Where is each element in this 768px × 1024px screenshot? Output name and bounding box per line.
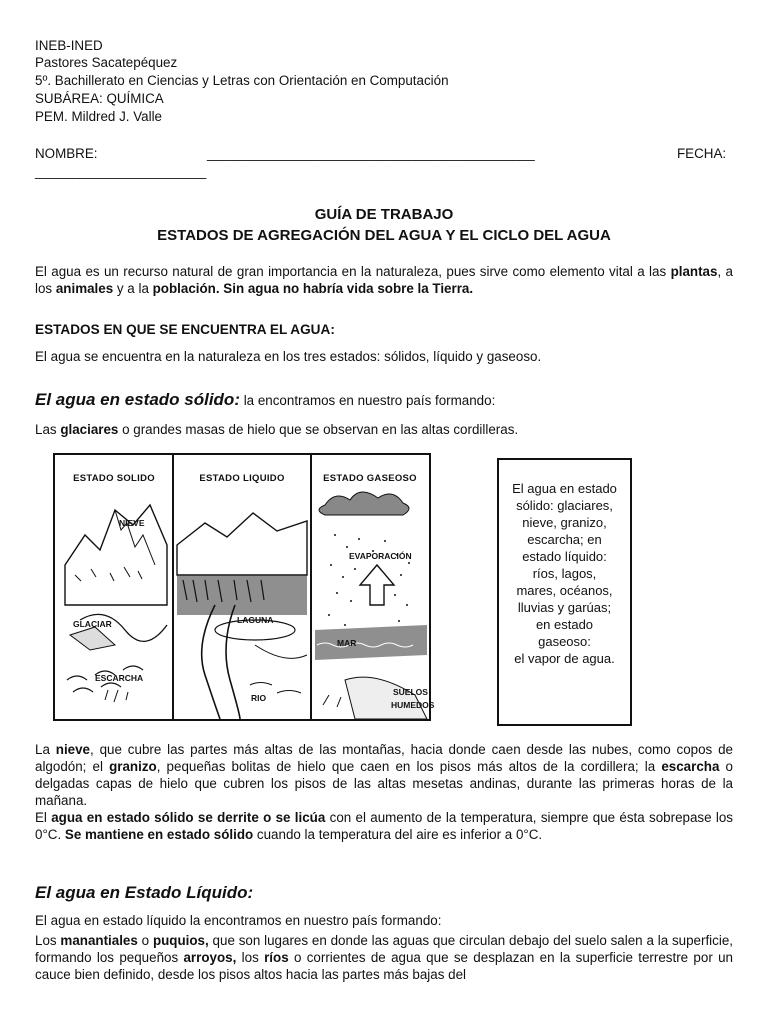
summary-line: nieve, granizo,	[522, 515, 607, 530]
label-suelos: SUELOS	[393, 687, 428, 697]
label-humedos: HUMEDOS	[391, 700, 435, 710]
panel-liquid-label: ESTADO LIQUIDO	[199, 473, 285, 484]
liquid-intro: El agua en estado líquido la encontramos en nuestro país formando:	[35, 913, 442, 928]
label-mar: MAR	[337, 638, 357, 648]
liquid-heading: El agua en Estado Líquido:	[35, 883, 254, 902]
panel-gas	[311, 455, 429, 719]
summary-line: lluvias y garúas;	[517, 600, 612, 615]
summary-line: mares, océanos,	[516, 583, 613, 598]
nombre-field-line: ____________________________________________	[207, 146, 535, 161]
water-states-figure	[53, 453, 435, 721]
label-glaciar: GLACIAR	[73, 619, 112, 629]
label-laguna: LAGUNA	[237, 615, 274, 625]
school-name: INEB-INED	[35, 38, 103, 53]
summary-line: ríos, lagos,	[532, 566, 597, 581]
label-rio: RIO	[251, 693, 267, 703]
nombre-label: NOMBRE:	[35, 146, 98, 161]
summary-box	[497, 458, 632, 726]
panel-liquid	[173, 455, 311, 719]
summary-line: El agua en estado	[512, 481, 617, 496]
guide-subtitle: ESTADOS DE AGREGACIÓN DEL AGUA Y EL CICLO DEL AGUA	[157, 227, 611, 244]
solid-heading: El agua en estado sólido: la encontramos en nuestro país formando:	[35, 390, 496, 409]
summary-line: en estado	[535, 617, 594, 632]
guide-title: GUÍA DE TRABAJO	[314, 206, 454, 223]
intro-paragraph: El agua es un recurso natural de gran importancia en la naturaleza, pues sirve como elemento vital a las plantas, a los animales y a la población. Sin agua no habría vida sobre la Tierra.	[35, 264, 734, 296]
panel-solid-label: ESTADO SOLIDO	[73, 473, 155, 484]
fecha-field-line: _______________________	[35, 164, 207, 179]
states-text: El agua se encuentra en la naturaleza en los tres estados: sólidos, líquido y gaseoso.	[35, 349, 542, 364]
summary-line: escarcha; en	[527, 532, 602, 547]
school-place: Pastores Sacatepéquez	[35, 55, 178, 70]
grade-line: 5º. Bachillerato en Ciencias y Letras con Orientación en Computación	[35, 73, 449, 88]
label-escarcha: ESCARCHA	[95, 673, 144, 683]
label-evaporacion: EVAPORACIÓN	[349, 551, 412, 561]
summary-line: el vapor de agua.	[514, 651, 615, 666]
liquid-paragraph: Los manantiales o puquios, que son lugares en donde las aguas que circulan debajo del suelo salen a la superficie, formando los pequeños arroyos, los ríos o corrientes de agua que se desplazan en la superficie terrestre por un cauce bien definido, desde los pisos altos hacia las partes más bajas del	[35, 933, 733, 982]
summary-line: sólido: glaciares,	[516, 498, 613, 513]
subarea-line: SUBÁREA: QUÍMICA	[35, 91, 164, 106]
fecha-label: FECHA:	[677, 146, 727, 161]
nieve-paragraph: La nieve, que cubre las partes más altas de las montañas, hacia donde caen desde las nubes, como copos de algodón; el granizo, pequeñas bolitas de hielo que caen en los pisos más altos de la cordillera; la escarcha o delgadas capas de hielo que cubren los pisos de las altas mesetas andinas, durante las primeras horas de la mañana. El agua en estado sólido se derrite o se licúa con el aumento de la temperatura, siempre que ésta sobrepase los 0°C. Se mantiene en estado sólido cuando la temperatura del aire es inferior a 0°C.	[35, 742, 733, 842]
summary-line: estado líquido:	[522, 549, 607, 564]
panel-gas-label: ESTADO GASEOSO	[323, 473, 417, 484]
teacher-line: PEM. Mildred J. Valle	[35, 109, 163, 124]
label-nieve: NIEVE	[119, 518, 145, 528]
summary-line: gaseoso:	[538, 634, 591, 649]
glaciares-text: Las glaciares o grandes masas de hielo que se observan en las altas cordilleras.	[35, 422, 519, 437]
states-heading: ESTADOS EN QUE SE ENCUENTRA EL AGUA:	[35, 322, 335, 337]
